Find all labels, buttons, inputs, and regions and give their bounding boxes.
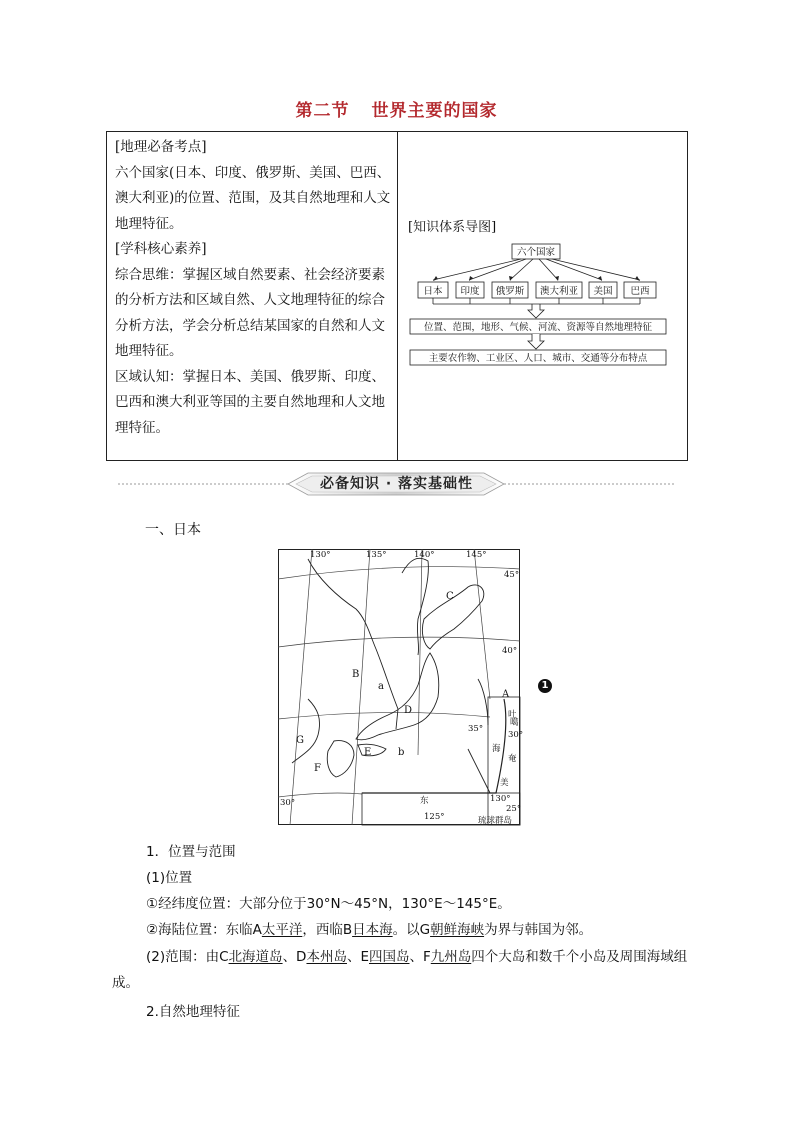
mindmap-country-boxes	[418, 282, 656, 298]
inset-lat-label: 25°	[506, 804, 522, 814]
mindmap-country: 美国	[593, 286, 613, 297]
inset-lat-label: 30°	[508, 730, 524, 740]
key-points-text: 六个国家(日本、印度、俄罗斯、美国、巴西、澳大利亚)的位置、范围，及其自然地理和人文地理特征。	[115, 164, 391, 232]
core-literacy-heading: [学科核心素养]	[115, 241, 207, 257]
japan-map	[278, 549, 524, 826]
inset-word-sea: 海	[492, 744, 501, 754]
mindmap-arrows	[433, 259, 640, 280]
map-letter-sea-a: a	[378, 681, 384, 692]
map-letter-sea-b: b	[398, 747, 405, 758]
title-section-number: 第二节	[295, 101, 350, 121]
lon-label: 135°	[366, 550, 387, 560]
chain-label-char: 吐	[508, 710, 517, 720]
inset-lon-label: 130°	[490, 794, 511, 804]
latlon-position: ①经纬度位置：大部分位于30°N～45°N，130°E～145°E。	[146, 896, 511, 912]
map-letter-b: B	[352, 669, 360, 680]
note-marker: 1	[538, 679, 552, 693]
map-letter-c: C	[446, 591, 454, 602]
mindmap-arrowheads	[433, 276, 640, 281]
lat-label: 35°	[468, 724, 484, 734]
core-literacy-thinking: 综合思维：掌握区域自然要素、社会经济要素的分析方法和区域自然、人文地理特征的综合分析方法，学会分析总结某国家的自然和人文地理特征。	[115, 266, 385, 359]
mindmap-natural-features: 位置、范围，地形、气候、河流、资源等自然地理特征	[423, 322, 653, 333]
key-points-heading: [地理必备考点]	[115, 139, 207, 155]
map-letter-f: F	[314, 763, 321, 774]
map-letter-d: D	[404, 705, 413, 716]
mindmap-diagram	[406, 242, 676, 372]
page-title	[0, 96, 793, 121]
mindmap-label: [知识体系导图]	[408, 220, 497, 235]
mindmap-country: 印度	[460, 286, 480, 297]
mindmap-arrow-down	[528, 334, 544, 349]
lon-label: 140°	[414, 550, 435, 560]
mindmap-country: 日本	[423, 286, 443, 297]
subheading-position: (1)位置	[146, 870, 193, 886]
mindmap-human-features: 主要农作物、工业区、人口、城市、交通等分布特点	[428, 353, 648, 364]
range-paragraph: (2)范围：由C北海道岛、D本州岛、E四国岛、F九州岛四个大岛和数千个小岛及周围海域组成。	[112, 949, 688, 991]
overview-table	[106, 131, 688, 461]
title-text: 世界主要的国家	[371, 101, 498, 121]
lat-label: 40°	[502, 646, 518, 656]
section-japan-heading: 一、日本	[145, 522, 201, 538]
mindmap-cell	[398, 132, 688, 461]
map-letter-g: G	[296, 735, 304, 746]
lon-label: 145°	[466, 550, 487, 560]
mindmap-country: 巴西	[630, 286, 650, 297]
mindmap-bracket	[433, 298, 640, 318]
lat-label: 30°	[280, 798, 296, 808]
banner-title: 必备知识 · 落实基础性	[319, 476, 474, 492]
chain-label-char: 噶	[510, 718, 519, 728]
inset-lon-label: 125°	[424, 812, 445, 822]
inset-ryukyu-label: 琉球群岛	[478, 816, 513, 826]
core-literacy-region: 区域认知：掌握日本、美国、俄罗斯、印度、巴西和澳大利亚等国的主要自然地理和人文地理特征。	[115, 368, 385, 436]
mindmap-country: 澳大利亚	[539, 286, 579, 297]
key-points-cell	[107, 132, 398, 461]
mindmap-root: 六个国家	[516, 247, 556, 258]
chain2-label-char: 美	[500, 778, 509, 788]
chain2-label-char: 奄	[508, 754, 517, 764]
subheading-position-range: 1．位置与范围	[146, 844, 236, 860]
mindmap-country: 俄罗斯	[495, 286, 525, 297]
sea-land-position: ②海陆位置：东临A太平洋，西临B日本海。以G朝鲜海峡为界与韩国为邻。	[146, 922, 593, 938]
lat-label: 45°	[504, 570, 520, 580]
subheading-natural-features: 2.自然地理特征	[146, 1004, 240, 1020]
lon-label: 130°	[310, 550, 331, 560]
map-letter-a: A	[502, 689, 510, 700]
map-letter-e: E	[364, 747, 372, 758]
inset-word-east: 东	[420, 796, 429, 806]
